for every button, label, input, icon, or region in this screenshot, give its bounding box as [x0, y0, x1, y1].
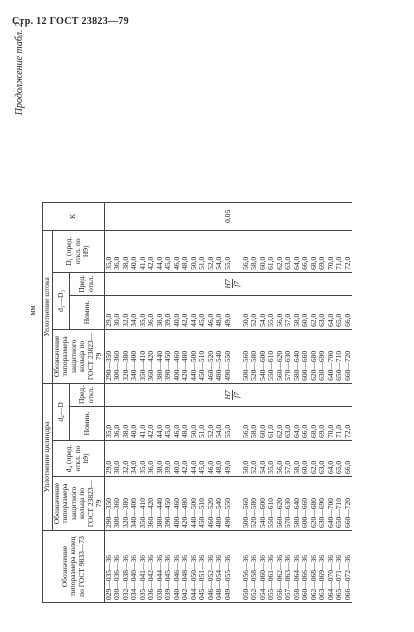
rod-pred-otkl-cell: [259, 272, 268, 295]
rod-gost-cell: 390—450: [164, 329, 173, 383]
cyl-pred-otkl-cell: [147, 383, 156, 406]
rod-D1-cell: 60,0: [259, 230, 268, 272]
rod-nomin-cell: 64,0: [327, 295, 336, 329]
size-designation-cell: 045—051—36: [198, 531, 207, 603]
size-designation-cell: 063—069—36: [318, 531, 327, 603]
cyl-pred-otkl-cell: [173, 383, 182, 406]
rod-D1-cell: 35,0: [104, 230, 113, 272]
rod-D1-cell: 36,0: [113, 230, 122, 272]
cyl-pred-otkl-cell: [310, 383, 319, 406]
rod-pred-otkl-cell: [139, 272, 148, 295]
rod-D1-cell: 51,0: [198, 230, 207, 272]
col-cyl-d4: d₄ (пред. откл. по h9): [52, 441, 104, 477]
rod-gost-cell: 320—380: [122, 329, 131, 383]
fit-denominator: f7: [232, 280, 241, 287]
rod-pred-otkl-cell: [293, 272, 302, 295]
col-cyl-nomin: Номин.: [70, 407, 104, 441]
size-designation-cell: 044—050—36: [190, 531, 199, 603]
size-designation-cell: 032—038—36: [122, 531, 131, 603]
rod-pred-otkl-cell: [242, 272, 251, 295]
cyl-gost-cell: 560—620: [276, 477, 285, 531]
rod-D1-cell: 46,0: [173, 230, 182, 272]
cyl-gost-cell: 440—500: [190, 477, 199, 531]
cyl-d4-cell: 38,0: [156, 441, 165, 477]
rod-nomin-cell: 38,0: [156, 295, 165, 329]
rod-D1-cell: 44,0: [156, 230, 165, 272]
rod-pred-otkl-cell: [164, 272, 173, 295]
rod-nomin-cell: 36,0: [147, 295, 156, 329]
cyl-gost-cell: 340—400: [130, 477, 139, 531]
rod-pred-otkl-cell: [250, 272, 259, 295]
cyl-pred-otkl-cell: [293, 383, 302, 406]
rod-gost-cell: 450—510: [198, 329, 207, 383]
rod-gost-cell: 400—460: [173, 329, 182, 383]
cyl-gost-cell: 570—630: [284, 477, 293, 531]
cyl-nomin-cell: 58,0: [250, 407, 259, 441]
size-designation-cell: 066—072—36: [344, 531, 353, 603]
cyl-gost-cell: 420—480: [181, 477, 190, 531]
rod-D1-cell: 54,0: [215, 230, 224, 272]
rod-gost-cell: 440—500: [190, 329, 199, 383]
cyl-pred-otkl-cell: [301, 383, 310, 406]
rod-nomin-cell: 35,0: [139, 295, 148, 329]
size-designation-cell: 029—035—36: [104, 531, 113, 603]
cyl-pred-otkl-cell: [242, 383, 251, 406]
cyl-gost-cell: 380—440: [156, 477, 165, 531]
col-size-designation: Обозначение типоразмера колец по ГОСТ 9833—73: [43, 531, 105, 603]
rod-pred-otkl-cell: [156, 272, 165, 295]
cyl-pred-otkl-cell: [181, 383, 190, 406]
table-row: [224, 202, 242, 602]
rod-D1-cell: 61,0: [267, 230, 276, 272]
cyl-d4-cell: 44,0: [190, 441, 199, 477]
cyl-nomin-cell: 55,0: [224, 407, 242, 441]
cyl-gost-cell: 300—360: [113, 477, 122, 531]
cyl-pred-otkl-cell: [318, 383, 327, 406]
cyl-nomin-cell: 54,0: [215, 407, 224, 441]
fit-tolerance: [224, 279, 242, 288]
size-designation-cell: 036—042—36: [147, 531, 156, 603]
rod-nomin-cell: 58,0: [293, 295, 302, 329]
rod-gost-cell: 580—640: [293, 329, 302, 383]
rod-gost-cell: 380—440: [156, 329, 165, 383]
rod-pred-otkl-cell: [104, 272, 113, 295]
rod-nomin-cell: 30,0: [113, 295, 122, 329]
rod-gost-cell: 550—610: [267, 329, 276, 383]
cyl-d4-cell: 66,0: [344, 441, 353, 477]
rod-gost-cell: 570—630: [284, 329, 293, 383]
rod-gost-cell: 490—550: [224, 329, 242, 383]
cyl-pred-otkl-cell: [327, 383, 336, 406]
cyl-d4-cell: 29,0: [104, 441, 113, 477]
cyl-pred-otkl-cell: [156, 383, 165, 406]
rod-pred-otkl-cell: [122, 272, 131, 295]
cyl-d4-cell: 36,0: [147, 441, 156, 477]
cyl-d4-cell: 45,0: [198, 441, 207, 477]
rod-pred-otkl-cell: [310, 272, 319, 295]
rod-nomin-cell: 57,0: [284, 295, 293, 329]
col-cyl-d4D: d₄—D: [52, 383, 70, 440]
cyl-gost-cell: 600—660: [301, 477, 310, 531]
rod-gost-cell: 650—710: [335, 329, 344, 383]
cyl-gost-cell: 660—720: [344, 477, 353, 531]
cyl-gost-cell: 650—710: [335, 477, 344, 531]
rod-D1-cell: 38,0: [122, 230, 131, 272]
cyl-nomin-cell: 64,0: [293, 407, 302, 441]
col-cyl-pred-otkl: Пред. откл.: [70, 383, 104, 406]
cyl-d4-cell: 58,0: [293, 441, 302, 477]
rod-gost-cell: 500—560: [242, 329, 251, 383]
cyl-gost-cell: 640—700: [327, 477, 336, 531]
rod-D1-cell: 62,0: [276, 230, 285, 272]
size-designation-cell: 054—060—36: [259, 531, 268, 603]
size-designation-cell: 035—041—36: [139, 531, 148, 603]
cyl-pred-otkl-cell: [190, 383, 199, 406]
fit-numerator: H7: [222, 390, 232, 400]
rod-pred-otkl-cell: [284, 272, 293, 295]
size-designation-cell: 057—063—36: [284, 531, 293, 603]
rod-nomin-cell: 63,0: [318, 295, 327, 329]
rod-pred-otkl-cell: [181, 272, 190, 295]
size-designation-cell: 065—071—36: [335, 531, 344, 603]
cyl-pred-otkl-cell: [122, 383, 131, 406]
rod-D1-cell: 42,0: [147, 230, 156, 272]
size-designation-cell: 042—048—36: [181, 531, 190, 603]
cyl-gost-cell: 580—640: [293, 477, 302, 531]
rings-table: [42, 202, 352, 603]
rod-nomin-cell: 32,0: [122, 295, 131, 329]
rod-D1-cell: 63,0: [284, 230, 293, 272]
cyl-pred-otkl-cell: [113, 383, 122, 406]
cyl-d4-cell: 48,0: [215, 441, 224, 477]
rod-gost-cell: 480—540: [215, 329, 224, 383]
rod-pred-otkl-cell: [130, 272, 139, 295]
rod-D1-cell: 50,0: [190, 230, 199, 272]
cyl-pred-otkl-cell: [164, 383, 173, 406]
rod-nomin-cell: 60,0: [301, 295, 310, 329]
size-designation-cell: 039—045—36: [164, 531, 173, 603]
rod-nomin-cell: 65,0: [335, 295, 344, 329]
cyl-gost-cell: 540—600: [259, 477, 268, 531]
col-rod-gost: Обозначение типоразмера защитного кольца по ГОСТ 23823—79: [52, 329, 104, 383]
col-cyl-gost: Обозначение типоразмера защитного кольца по ГОСТ 23823—79: [52, 477, 104, 531]
cyl-d4-cell: 62,0: [310, 441, 319, 477]
rod-pred-otkl-cell: [224, 272, 242, 295]
size-designation-cell: 046—052—36: [207, 531, 216, 603]
cyl-gost-cell: 460—520: [207, 477, 216, 531]
cyl-pred-otkl-cell: [250, 383, 259, 406]
rod-nomin-cell: 62,0: [310, 295, 319, 329]
cyl-d4-cell: 55,0: [267, 441, 276, 477]
cyl-nomin-cell: 44,0: [156, 407, 165, 441]
cyl-pred-otkl-cell: [104, 383, 113, 406]
rod-gost-cell: 660—720: [344, 329, 353, 383]
rod-gost-cell: 520—580: [250, 329, 259, 383]
size-designation-cell: 055—061—36: [267, 531, 276, 603]
size-designation-cell: 060—066—36: [301, 531, 310, 603]
cyl-gost-cell: 620—680: [310, 477, 319, 531]
rotated-table-page: [14, 18, 386, 603]
cyl-d4-cell: 35,0: [139, 441, 148, 477]
rod-pred-otkl-cell: [207, 272, 216, 295]
cyl-d4-cell: 46,0: [207, 441, 216, 477]
size-designation-cell: 030—036—36: [113, 531, 122, 603]
cyl-d4-cell: 34,0: [130, 441, 139, 477]
cyl-nomin-cell: 46,0: [173, 407, 182, 441]
rod-nomin-cell: 34,0: [130, 295, 139, 329]
cyl-gost-cell: 480—540: [215, 477, 224, 531]
rod-D1-cell: 55,0: [224, 230, 242, 272]
cyl-nomin-cell: 66,0: [301, 407, 310, 441]
size-designation-cell: 038—044—36: [156, 531, 165, 603]
cyl-nomin-cell: 40,0: [130, 407, 139, 441]
rod-gost-cell: 620—680: [310, 329, 319, 383]
rod-nomin-cell: 44,0: [190, 295, 199, 329]
rod-D1-cell: 64,0: [293, 230, 302, 272]
rod-gost-cell: 560—620: [276, 329, 285, 383]
rod-nomin-cell: 48,0: [215, 295, 224, 329]
cyl-nomin-cell: 42,0: [147, 407, 156, 441]
rod-pred-otkl-cell: [173, 272, 182, 295]
size-designation-cell: 034—040—36: [130, 531, 139, 603]
cyl-gost-cell: 520—580: [250, 477, 259, 531]
rod-nomin-cell: 45,0: [198, 295, 207, 329]
rod-nomin-cell: 50,0: [242, 295, 251, 329]
cyl-nomin-cell: 35,0: [104, 407, 113, 441]
rod-D1-cell: 69,0: [318, 230, 327, 272]
cyl-gost-cell: 320—380: [122, 477, 131, 531]
rod-D1-cell: 56,0: [242, 230, 251, 272]
cyl-nomin-cell: 50,0: [190, 407, 199, 441]
cyl-d4-cell: 60,0: [301, 441, 310, 477]
cyl-d4-cell: 42,0: [181, 441, 190, 477]
rod-pred-otkl-cell: [301, 272, 310, 295]
rod-D1-cell: 48,0: [181, 230, 190, 272]
rod-D1-cell: 68,0: [310, 230, 319, 272]
rod-nomin-cell: 52,0: [250, 295, 259, 329]
rod-pred-otkl-cell: [335, 272, 344, 295]
cyl-nomin-cell: 60,0: [259, 407, 268, 441]
cyl-pred-otkl-cell: [130, 383, 139, 406]
rod-D1-cell: 72,0: [344, 230, 353, 272]
fit-tolerance: [224, 390, 242, 399]
size-designation-cell: 049—055—36: [224, 531, 242, 603]
cyl-gost-cell: 550—610: [267, 477, 276, 531]
cyl-gost-cell: 350—410: [139, 477, 148, 531]
col-group-rod: Уплотнение штока: [43, 230, 53, 383]
rod-D1-cell: 52,0: [207, 230, 216, 272]
cyl-pred-otkl-cell: [284, 383, 293, 406]
rod-pred-otkl-cell: [190, 272, 199, 295]
rod-pred-otkl-cell: [344, 272, 353, 295]
size-designation-cell: 048—054—36: [215, 531, 224, 603]
cyl-pred-otkl-cell: [267, 383, 276, 406]
rod-nomin-cell: 54,0: [259, 295, 268, 329]
rod-pred-otkl-cell: [267, 272, 276, 295]
cyl-d4-cell: 39,0: [164, 441, 173, 477]
rod-nomin-cell: 46,0: [207, 295, 216, 329]
col-rod-pred-otkl: Пред. откл.: [70, 272, 104, 295]
rod-pred-otkl-cell: [113, 272, 122, 295]
cyl-nomin-cell: 36,0: [113, 407, 122, 441]
size-designation-cell: 056—062—36: [276, 531, 285, 603]
cyl-nomin-cell: 41,0: [139, 407, 148, 441]
col-rod-d1d3: d₁—D₃: [52, 272, 70, 329]
cyl-gost-cell: 450—510: [198, 477, 207, 531]
fit-numerator: H7: [222, 279, 232, 289]
cyl-d4-cell: 30,0: [113, 441, 122, 477]
rod-D1-cell: 45,0: [164, 230, 173, 272]
cyl-nomin-cell: 69,0: [318, 407, 327, 441]
cyl-nomin-cell: 51,0: [198, 407, 207, 441]
cyl-d4-cell: 49,0: [224, 441, 242, 477]
rod-pred-otkl-cell: [147, 272, 156, 295]
cyl-pred-otkl-cell: [207, 383, 216, 406]
k-value-cell: 0,05: [104, 202, 352, 230]
col-k: K: [43, 202, 105, 230]
rod-gost-cell: 630—690: [318, 329, 327, 383]
continuation-caption: Продолжение табл. 2: [14, 22, 25, 116]
cyl-gost-cell: 500—560: [242, 477, 251, 531]
rod-gost-cell: 420—480: [181, 329, 190, 383]
cyl-nomin-cell: 70,0: [327, 407, 336, 441]
cyl-nomin-cell: 61,0: [267, 407, 276, 441]
cyl-d4-cell: 50,0: [242, 441, 251, 477]
fit-denominator: f7: [232, 392, 241, 398]
rod-nomin-cell: 56,0: [276, 295, 285, 329]
cyl-pred-otkl-cell: [198, 383, 207, 406]
cyl-d4-cell: 63,0: [318, 441, 327, 477]
cyl-d4-cell: 40,0: [173, 441, 182, 477]
rod-pred-otkl-cell: [198, 272, 207, 295]
rod-gost-cell: 350—410: [139, 329, 148, 383]
cyl-nomin-cell: 38,0: [122, 407, 131, 441]
rod-D1-cell: 66,0: [301, 230, 310, 272]
size-designation-cell: 052—058—36: [250, 531, 259, 603]
rod-nomin-cell: 29,0: [104, 295, 113, 329]
cyl-nomin-cell: 72,0: [344, 407, 353, 441]
cyl-gost-cell: 630—690: [318, 477, 327, 531]
rod-nomin-cell: 55,0: [267, 295, 276, 329]
cyl-nomin-cell: 63,0: [284, 407, 293, 441]
rod-gost-cell: 600—660: [301, 329, 310, 383]
rod-nomin-cell: 66,0: [344, 295, 353, 329]
rod-gost-cell: 460—520: [207, 329, 216, 383]
cyl-nomin-cell: 52,0: [207, 407, 216, 441]
size-designation-cell: 050—056—36: [242, 531, 251, 603]
size-designation-cell: 062—068—36: [310, 531, 319, 603]
rod-gost-cell: 540—600: [259, 329, 268, 383]
cyl-d4-cell: 65,0: [335, 441, 344, 477]
cyl-nomin-cell: 71,0: [335, 407, 344, 441]
rod-nomin-cell: 39,0: [164, 295, 173, 329]
size-designation-cell: 064—070—36: [327, 531, 336, 603]
rod-gost-cell: 640—700: [327, 329, 336, 383]
units-label: мм: [28, 305, 37, 316]
rod-pred-otkl-cell: [276, 272, 285, 295]
rod-nomin-cell: 49,0: [224, 295, 242, 329]
rod-gost-cell: 300—360: [113, 329, 122, 383]
cyl-gost-cell: 360—420: [147, 477, 156, 531]
cyl-gost-cell: 290—350: [104, 477, 113, 531]
cyl-nomin-cell: 68,0: [310, 407, 319, 441]
cyl-nomin-cell: 48,0: [181, 407, 190, 441]
cyl-d4-cell: 57,0: [284, 441, 293, 477]
rod-pred-otkl-cell: [327, 272, 336, 295]
cyl-d4-cell: 56,0: [276, 441, 285, 477]
cyl-pred-otkl-cell: [224, 383, 242, 406]
cyl-pred-otkl-cell: [276, 383, 285, 406]
size-designation-cell: 040—046—36: [173, 531, 182, 603]
cyl-d4-cell: 64,0: [327, 441, 336, 477]
rod-gost-cell: 340—400: [130, 329, 139, 383]
rod-D1-cell: 58,0: [250, 230, 259, 272]
rod-D1-cell: 40,0: [130, 230, 139, 272]
col-rod-D1: D₁ (пред. откл. по H9): [52, 230, 104, 272]
size-designation-cell: 058—064—36: [293, 531, 302, 603]
cyl-nomin-cell: 45,0: [164, 407, 173, 441]
rod-gost-cell: 360—420: [147, 329, 156, 383]
cyl-gost-cell: 390—450: [164, 477, 173, 531]
page-header: Стр. 12 ГОСТ 23823—79: [12, 16, 129, 27]
cyl-d4-cell: 52,0: [250, 441, 259, 477]
rod-D1-cell: 71,0: [335, 230, 344, 272]
cyl-d4-cell: 32,0: [122, 441, 131, 477]
rod-D1-cell: 41,0: [139, 230, 148, 272]
cyl-nomin-cell: 62,0: [276, 407, 285, 441]
cyl-pred-otkl-cell: [139, 383, 148, 406]
cyl-nomin-cell: 56,0: [242, 407, 251, 441]
cyl-pred-otkl-cell: [344, 383, 353, 406]
rod-pred-otkl-cell: [318, 272, 327, 295]
rod-D1-cell: 70,0: [327, 230, 336, 272]
col-rod-nomin: Номин.: [70, 295, 104, 329]
cyl-gost-cell: 400—460: [173, 477, 182, 531]
rod-gost-cell: 290—350: [104, 329, 113, 383]
rod-nomin-cell: 40,0: [173, 295, 182, 329]
col-group-cylinder: Уплотнение цилиндра: [43, 383, 53, 530]
rod-nomin-cell: 42,0: [181, 295, 190, 329]
cyl-d4-cell: 54,0: [259, 441, 268, 477]
cyl-pred-otkl-cell: [259, 383, 268, 406]
cyl-pred-otkl-cell: [335, 383, 344, 406]
cyl-gost-cell: 490—550: [224, 477, 242, 531]
table-row: [344, 202, 353, 602]
